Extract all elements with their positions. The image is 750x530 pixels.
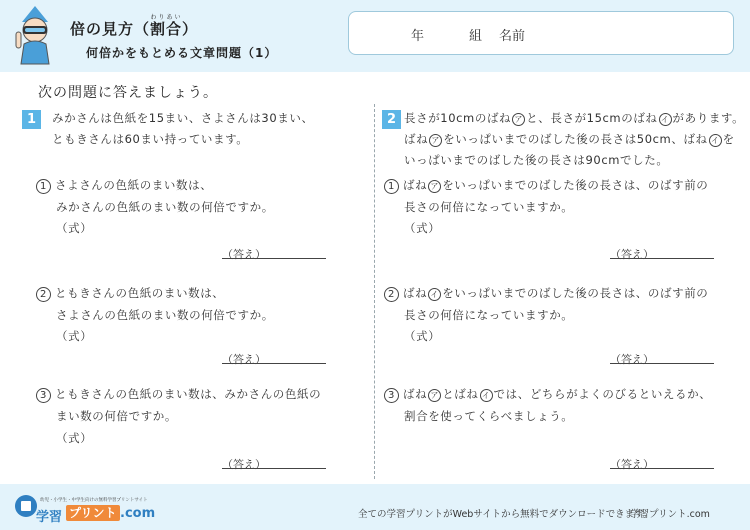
name-label: 名前 [499, 29, 526, 44]
problem2-intro-line2: ばね ア をいっぱいまでのばした後の長さは50cm、ばね イ を [404, 132, 735, 146]
question-1-1: 1 さよさんの色紙のまい数は、 [36, 177, 212, 194]
answer-line[interactable] [222, 363, 326, 364]
spring-i-mark: イ [428, 288, 441, 301]
problem1-intro-line1: みかさんは色紙を15まい、さよさんは30まい、 [52, 111, 314, 125]
spring-a-mark: ア [428, 389, 441, 402]
spring-a-mark: ア [429, 134, 442, 147]
question-number: 1 [384, 179, 399, 194]
problem-number: 2 [382, 110, 401, 129]
question-2-3-line2: 割合を使ってくらべましょう。 [404, 409, 574, 423]
question-number: 1 [36, 179, 51, 194]
answer-line[interactable] [222, 258, 326, 259]
question-1-2-line2: さよさんの色紙のまい数の何倍ですか。 [56, 308, 274, 322]
answer-label: （答え） [222, 353, 266, 366]
spring-a-mark: ア [512, 113, 525, 126]
question-2-1-line2: 長さの何倍になっていますか。 [404, 200, 574, 214]
question-number: 3 [36, 388, 51, 403]
question-2-3: 3 ばね ア とばね イ では、どちらがよくのびるといえるか、 [384, 386, 711, 403]
answer-line[interactable] [222, 468, 326, 469]
footer-brand[interactable]: 学習プリント.com [630, 509, 710, 520]
problem2-intro-line1: 長さが10cmのばね ア と、長さが15cmのばね イ があります。 [404, 111, 745, 125]
footer-notice: 全ての学習プリントがWebサイトから無料でダウンロードできます。 [358, 509, 653, 520]
question-1-3: 3 ともきさんの色紙のまい数は、みかさんの色紙の [36, 386, 321, 403]
question-1-1-line2: みかさんの色紙のまい数の何倍ですか。 [56, 200, 274, 214]
spring-i-mark: イ [480, 389, 493, 402]
question-2-2-line2: 長さの何倍になっていますか。 [404, 308, 574, 322]
question-1-2: 2 ともきさんの色紙のまい数は、 [36, 285, 224, 302]
formula-label: （式） [404, 329, 441, 343]
answer-line[interactable] [610, 468, 714, 469]
formula-label: （式） [56, 221, 93, 235]
logo-text: プリント [66, 505, 120, 521]
column-divider [374, 104, 375, 479]
formula-label: （式） [56, 329, 93, 343]
spring-a-mark: ア [428, 180, 441, 193]
problem1-intro-line2: ともきさんは60まい持っています。 [52, 132, 249, 146]
answer-label: （答え） [610, 458, 654, 471]
year-label: 年 [411, 29, 425, 44]
logo-text: .com [120, 506, 156, 521]
question-1-3-line2: まい数の何倍ですか。 [56, 409, 177, 423]
instruction: 次の問題に答えましょう。 [38, 85, 218, 101]
problem2-intro-line3: いっぱいまでのばした後の長さは90cmでした。 [404, 153, 669, 167]
logo-text: 学習 [36, 510, 63, 525]
answer-line[interactable] [610, 258, 714, 259]
answer-label: （答え） [610, 248, 654, 261]
answer-label: （答え） [222, 458, 266, 471]
question-number: 3 [384, 388, 399, 403]
logo-tagline: 幼児・小学生・中学生向けの無料学習プリントサイト [40, 498, 148, 503]
spring-i-mark: イ [709, 134, 722, 147]
answer-label: （答え） [222, 248, 266, 261]
page-subtitle: 何倍かをもとめる文章問題（1） [86, 46, 278, 60]
question-number: 2 [384, 287, 399, 302]
class-label: 組 [469, 29, 483, 44]
answer-line[interactable] [610, 363, 714, 364]
question-2-2: 2 ばね イ をいっぱいまでのばした後の長さは、のばす前の [384, 285, 708, 302]
question-number: 2 [36, 287, 51, 302]
question-2-1: 1 ばね ア をいっぱいまでのばした後の長さは、のばす前の [384, 177, 708, 194]
spring-i-mark: イ [659, 113, 672, 126]
formula-label: （式） [56, 431, 93, 445]
formula-label: （式） [404, 221, 441, 235]
name-box [348, 11, 734, 55]
problem-number: 1 [22, 110, 41, 129]
mascot-icon [12, 4, 58, 66]
page-title: 倍の見方（割合わりあい） [70, 14, 199, 38]
answer-label: （答え） [610, 353, 654, 366]
